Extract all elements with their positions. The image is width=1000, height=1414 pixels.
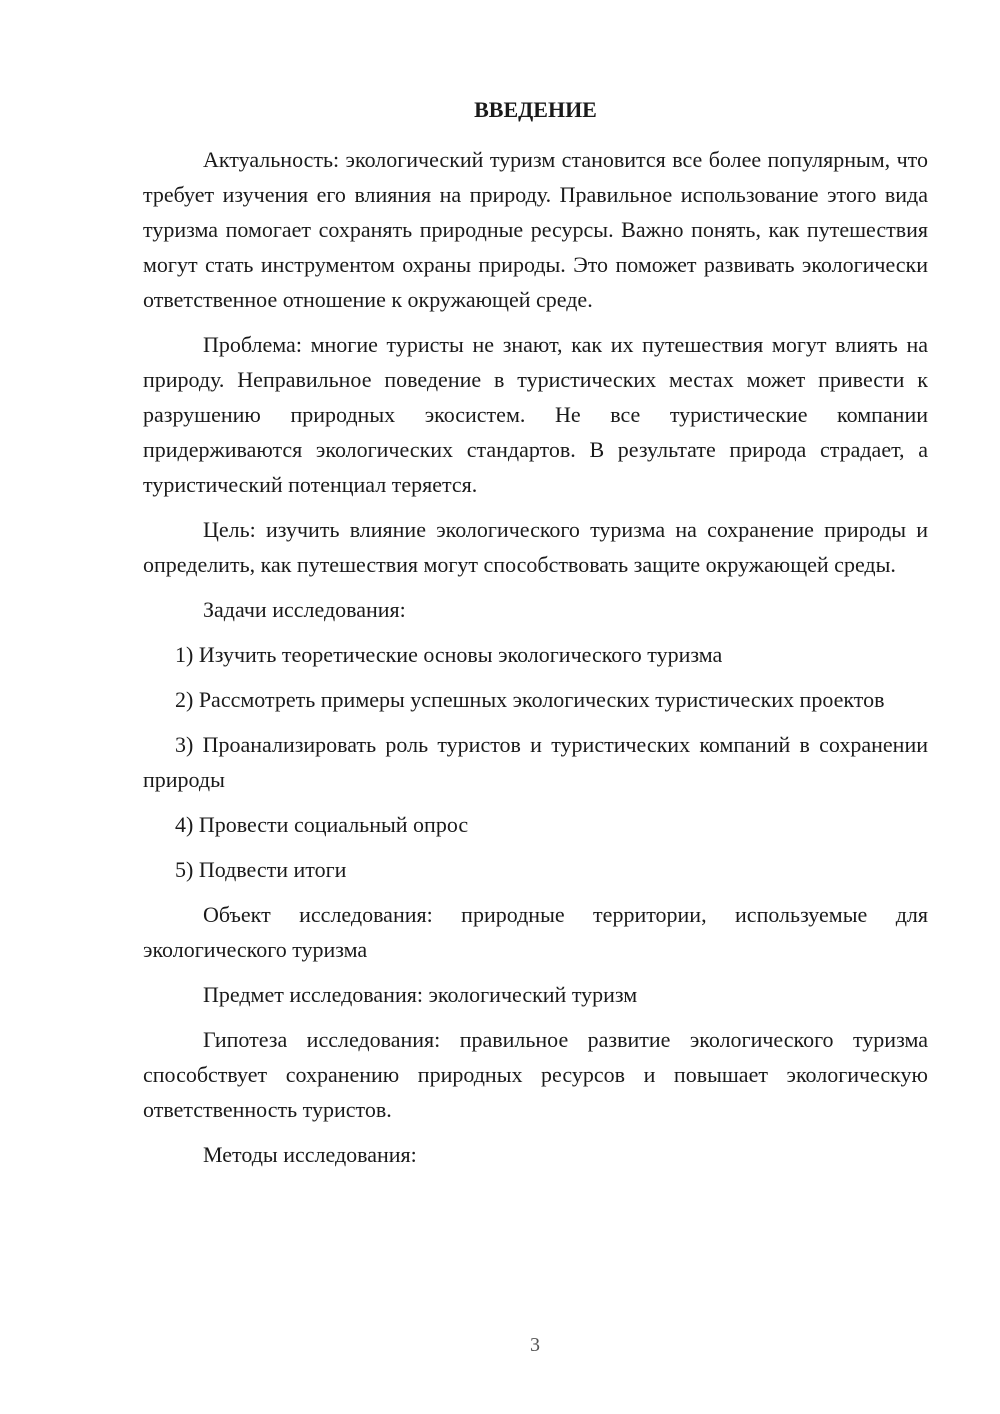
task-item-3: 3) Проанализировать роль туристов и туристических компаний в сохранении природы	[143, 732, 928, 792]
task-item-1: 1) Изучить теоретические основы экологического туризма	[175, 642, 723, 667]
relevance-paragraph: Актуальность: экологический туризм становится все более популярным, что требует изучения его влияния на природу. Правильное использование этого вида туризма помогает сохранять природные ресурсы. Важно понять, как путешествия могут стать инструментом охраны природы. Это поможет развивать экологически ответственное отношение к окружающей среде.	[143, 147, 928, 312]
subject-paragraph: Предмет исследования: экологический туризм	[203, 982, 638, 1007]
task-item-5: 5) Подвести итоги	[175, 857, 347, 882]
page-number: 3	[530, 1334, 540, 1356]
hypothesis-paragraph: Гипотеза исследования: правильное развитие экологического туризма способствует сохранению природных ресурсов и повышает экологическую ответственность туристов.	[143, 1027, 928, 1122]
task-item-4: 4) Провести социальный опрос	[175, 812, 469, 837]
object-paragraph: Объект исследования: природные территории, используемые для экологического туризма	[143, 902, 928, 962]
goal-paragraph: Цель: изучить влияние экологического туризма на сохранение природы и определить, как путешествия могут способствовать защите окружающей среды.	[143, 517, 928, 577]
section-title: ВВЕДЕНИЕ	[474, 97, 597, 122]
methods-heading: Методы исследования:	[203, 1142, 417, 1167]
tasks-heading: Задачи исследования:	[203, 597, 406, 622]
document-page	[143, 96, 928, 1182]
problem-paragraph: Проблема: многие туристы не знают, как их путешествия могут влиять на природу. Неправильное поведение в туристических местах может привести к разрушению природных экосистем. Не все туристические компании придерживаются экологических стандартов. В результате природа страдает, а туристический потенциал теряется.	[143, 332, 928, 497]
task-item-2: 2) Рассмотреть примеры успешных экологических туристических проектов	[175, 687, 885, 712]
